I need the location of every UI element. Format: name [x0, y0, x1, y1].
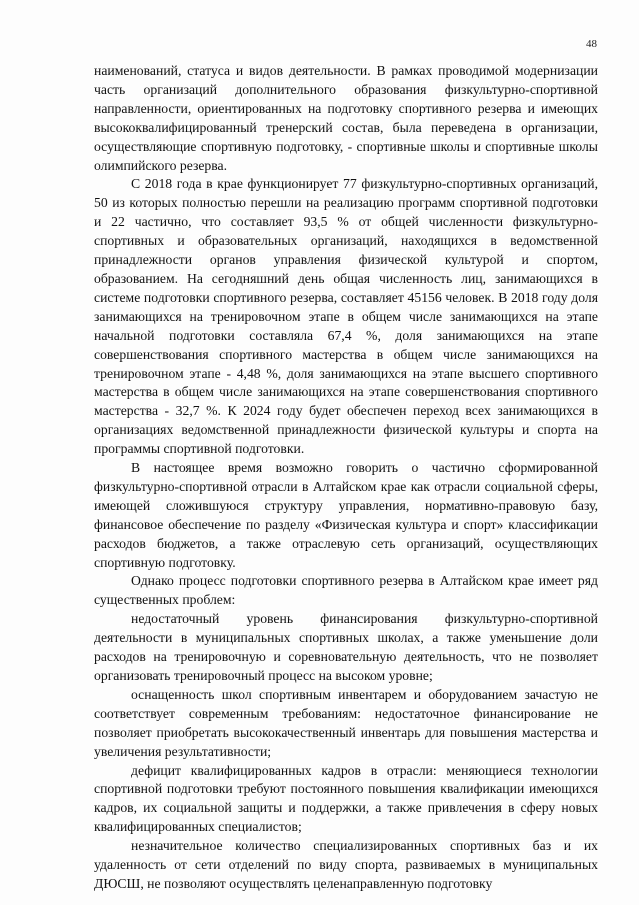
paragraph-continuation: наименований, статуса и видов деятельности. В рамках проводимой модернизации часть организаций дополнительного образования физкультурно-спортивной направленности, ориентированных на подготовку спортивного резерва и имеющих высококвалифицированный тренерский состав, была переведена в организации, осуществляющие спортивную подготовку, - спортивные школы и спортивные школы олимпийского резерва.	[94, 63, 598, 173]
document-body	[94, 62, 598, 894]
paragraph-current-state: В настоящее время возможно говорить о частично сформированной физкультурно-спортивной отрасли в Алтайском крае как отрасли социальной сферы, имеющей сложившуюся структуру управления, нормативно-правовую базу, финансовое обеспечение по разделу «Физическая культура и спорт» классификации расходов бюджетов, а также отраслевую сеть организаций, осуществляющих спортивную подготовку.	[94, 460, 598, 570]
problem-item-staff-shortage: дефицит квалифицированных кадров в отрасли: меняющиеся технологии спортивной подготовки требуют постоянного повышения квалификации имеющихся кадров, их социальной защиты и поддержки, а также привлечения в сферу новых квалифицированных специалистов;	[94, 762, 598, 835]
page-number: 48	[586, 38, 597, 50]
paragraph-problems-intro: Однако процесс подготовки спортивного резерва в Алтайском крае имеет ряд существенных проблем:	[94, 573, 598, 608]
paragraph-sport-organizations-2018: С 2018 года в крае функционирует 77 физкультурно-спортивных организаций, 50 из которых полностью перешли на реализацию программ спортивной подготовки и 22 частично, что составляет 93,5 % от общей численности физкультурно-спортивных и образовательных организаций, находящихся в ведомственной принадлежности органов управления физической культурой и спортом, образованием. На сегодняшний день общая численность лиц, занимающихся в системе подготовки спортивного резерва, составляет 45156 человек. В 2018 году доля занимающихся на тренировочном этапе в общем числе занимающихся на этапе начальной подготовки составляла 67,4 %, доля занимающихся на этапе совершенствования спортивного мастерства в общем числе занимающихся на тренировочном этапе - 4,48 %, доля занимающихся на этапе высшего спортивного мастерства в общем числе занимающихся на этапе совершенствования спортивного мастерства - 32,7 %. К 2024 году будет обеспечен переход всех занимающихся в организациях ведомственной принадлежности физической культуры и спорта на программы спортивной подготовки.	[94, 176, 598, 457]
problem-item-equipment: оснащенность школ спортивным инвентарем и оборудованием зачастую не соответствует современным требованиям: недостаточное финансирование не позволяет приобретать высококачественный инвентарь для повышения мастерства и увеличения результативности;	[94, 686, 598, 759]
problem-item-financing: недостаточный уровень финансирования физкультурно-спортивной деятельности в муниципальных спортивных школах, а также уменьшение доли расходов на тренировочную и соревновательную деятельность, что не позволяет организовать тренировочный процесс на высоком уровне;	[94, 611, 598, 683]
problem-item-sport-bases: незначительное количество специализированных спортивных баз и их удаленность от сети отделений по виду спорта, развиваемых в муниципальных ДЮСШ, не позволяют осуществлять целенаправленную подготовку	[94, 838, 598, 891]
